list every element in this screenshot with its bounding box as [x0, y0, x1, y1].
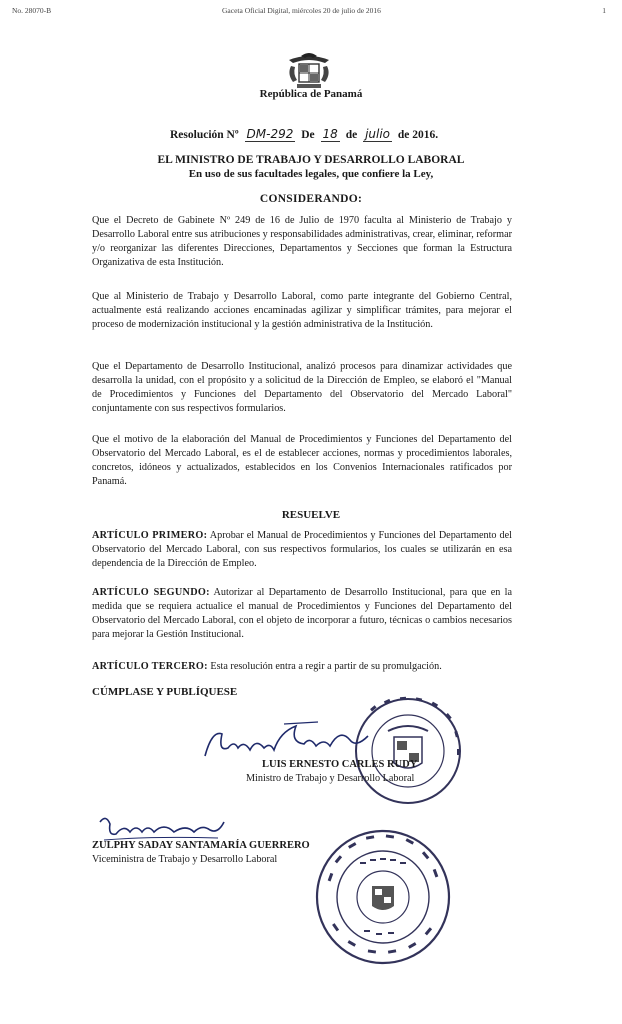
resolution-de: De — [301, 129, 315, 141]
vice-minister-name: ZULPHY SADAY SANTAMARÍA GUERRERO — [92, 840, 310, 851]
ministry-seal-stamp — [312, 826, 454, 968]
paragraph: Que el Decreto de Gabinete Nº 249 de 16 de Julio de 1970 faculta al Ministerio de Trabajo y Desarrollo Laboral entre sus atribuciones y responsabilidades administrativas, crear, eliminar, reformar y/o reorganizar las diferentes Direcciones, Departamentos y Secciones que forman la Estructura Organizativa de esta Institución. — [92, 215, 512, 268]
page-header — [12, 6, 610, 18]
resolves-heading: RESUELVE — [281, 509, 341, 521]
article-second — [92, 586, 512, 642]
coat-of-arms-icon — [283, 50, 335, 92]
page-number: 1 — [602, 6, 606, 15]
document-number: No. 28070-B — [12, 6, 52, 15]
republic-heading: República de Panamá — [259, 88, 363, 100]
resolution-month: julio — [365, 127, 391, 141]
resolution-prefix: Resolución Nº — [170, 129, 239, 141]
article-label: ARTÍCULO SEGUNDO: — [92, 587, 210, 598]
faculties-line: En uso de sus facultades legales, que confiere la Ley, — [188, 168, 434, 180]
minister-name: LUIS ERNESTO CARLES RUDY — [262, 759, 418, 770]
resolution-year: de 2016. — [397, 129, 439, 141]
minister-role: Ministro de Trabajo y Desarrollo Laboral — [246, 773, 415, 784]
paragraph: Que el Departamento de Desarrollo Institucional, analizó procesos para dinamizar actividades que desarrolla la unidad, con el propósito y a solicitud de la Dirección de Empleo, se elaboró el "Manual de Procedimientos y Funciones del Departamento del Observatorio del Mercado Laboral" conjuntamente con sus respectivos formularios. — [92, 361, 512, 414]
minister-title: EL MINISTRO DE TRABAJO Y DESARROLLO LABORAL — [157, 154, 465, 166]
resolution-de-2: de — [345, 129, 358, 141]
article-first — [92, 529, 512, 571]
article-text: Aprobar el Manual de Procedimientos y Funciones del Departamento del Observatorio del Mercado Laboral, con sus respectivos formularios, los cuales se utilizarán en esa dependencia de la Dirección de Empleo. — [92, 530, 513, 569]
resolution-number: DM-292 — [246, 127, 294, 141]
article-label: ARTÍCULO PRIMERO: — [92, 530, 208, 541]
paragraph: Que el motivo de la elaboración del Manual de Procedimientos y Funciones del Departamento del Observatorio del Mercado Laboral, es el de establecer acciones, normas y procedimientos laborales, concretos, idóneos y actualizados, establecidos en los Convenios Internacionales ratificados por Panamá. — [92, 434, 512, 487]
resolution-day: 18 — [322, 127, 338, 141]
gazette-line: Gaceta Oficial Digital, miércoles 20 de julio de 2016 — [222, 6, 381, 15]
closing-formula: CÚMPLASE Y PUBLÍQUESE — [92, 686, 238, 698]
considering-heading: CONSIDERANDO: — [259, 193, 363, 205]
article-text: Esta resolución entra a regir a partir de su promulgación. — [210, 661, 442, 672]
article-third — [92, 660, 512, 674]
vice-minister-role: Viceministra de Trabajo y Desarrollo Laboral — [92, 854, 278, 865]
resolution-line — [170, 127, 470, 142]
article-text: Autorizar al Departamento de Desarrollo Institucional, para que en la medida que se requiera actualice el manual de Procedimientos y Funciones del Departamento del Observatorio del Mercado Laboral, con el objeto de incorporar a futuro, técnicas o cambios necesarios para mejorar la Gestión Institucional. — [92, 587, 512, 640]
article-label: ARTÍCULO TERCERO: — [92, 661, 208, 672]
paragraph: Que al Ministerio de Trabajo y Desarrollo Laboral, como parte integrante del Gobierno Central, actualmente está realizando acciones encaminadas agilizar y simplificar trámites, para mejorar el proceso de modernización institucional y la gestión administrativa de la Institución. — [92, 291, 512, 330]
